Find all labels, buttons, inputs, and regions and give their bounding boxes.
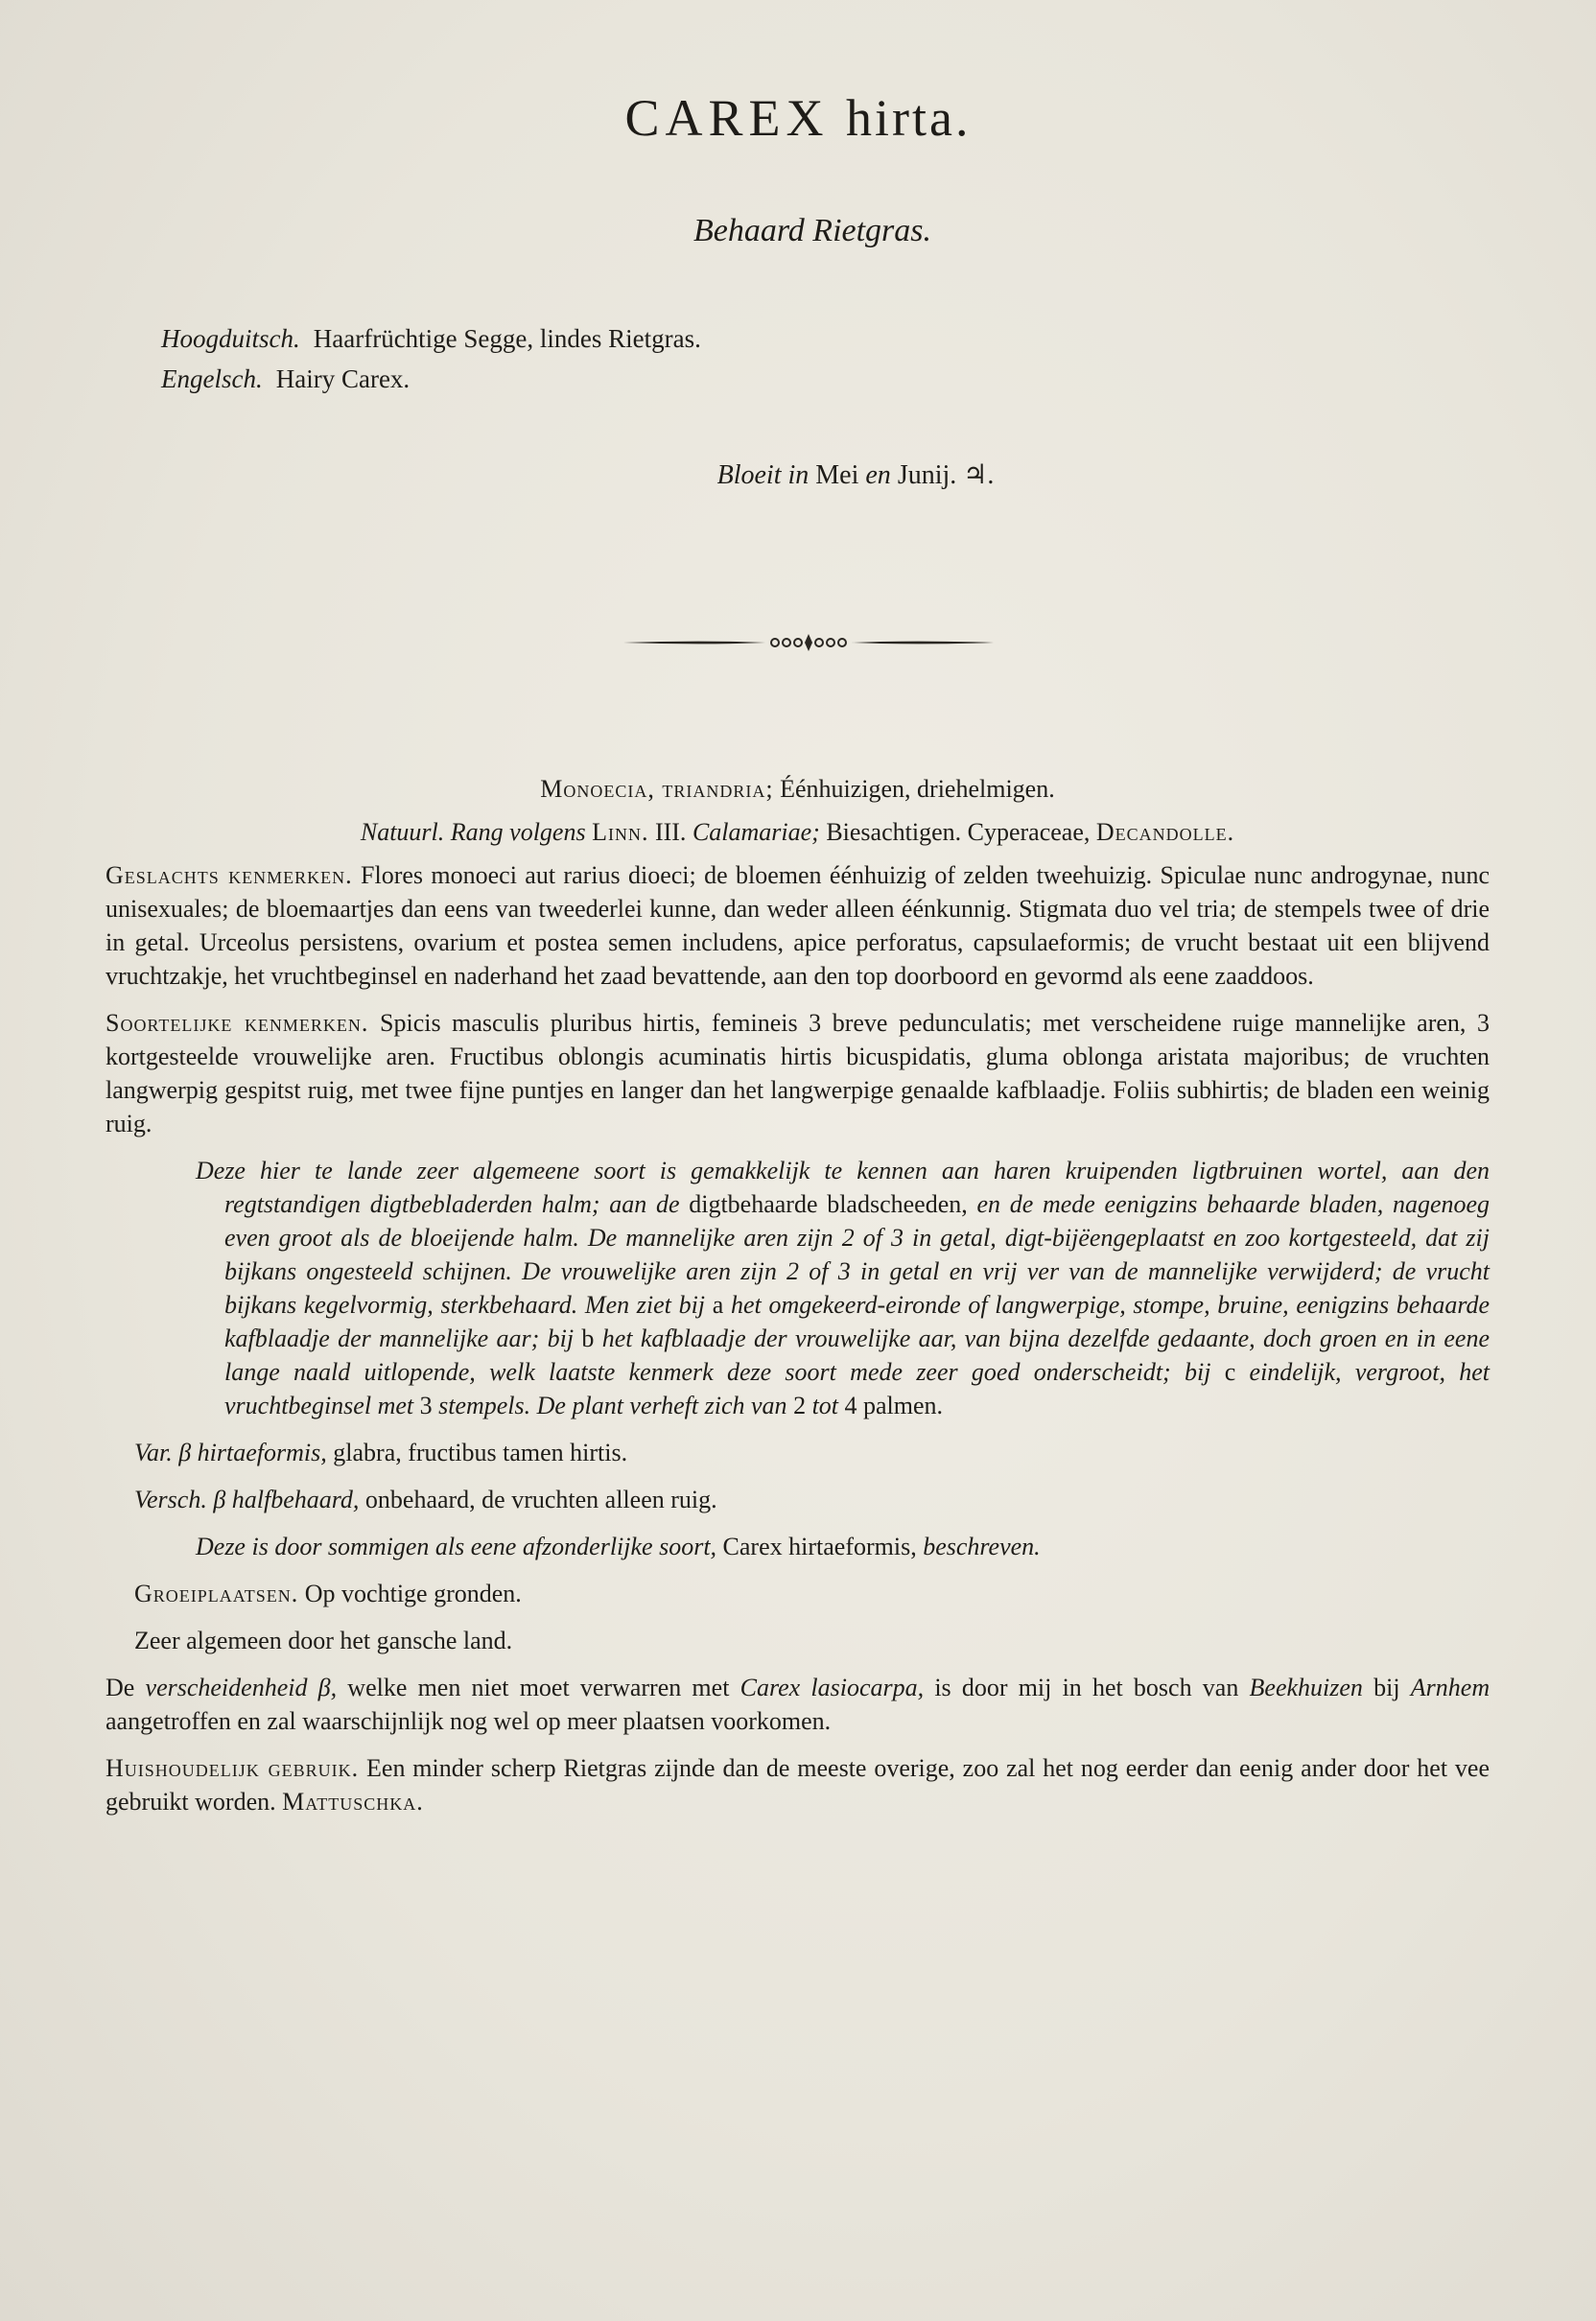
- variety-dutch: Versch. β halfbehaard, onbehaard, de vruchten alleen ruig.: [134, 1486, 717, 1513]
- name-english-value: Hairy Carex.: [275, 364, 411, 393]
- variety-note: Deze is door sommigen als eene afzonderlijke soort, Carex hirtaeformis, beschreven.: [196, 1533, 1041, 1560]
- page-title: [0, 88, 1596, 148]
- habitat: [106, 1577, 1490, 1610]
- variety-locality: De verscheidenheid β, welke men niet moet verwarren met Carex lasiocarpa, is door mij in het bosch van Beekhuizen bij Arnhem aangetroffen en zal waarschijnlijk nog wel op meer plaatsen voorkomen.: [106, 1674, 1490, 1735]
- economic-use: [106, 1751, 1490, 1818]
- species-characters-heading: Soortelijke kenmerken.: [106, 1009, 369, 1037]
- title-genus: CAREX: [624, 89, 830, 147]
- name-german-value: Haarfrüchtige Segge, lindes Rietgras.: [313, 324, 701, 353]
- bloom-en: en: [865, 460, 891, 490]
- main-text: [106, 772, 1490, 1832]
- habitat-text: Op vochtige gronden.: [304, 1580, 522, 1607]
- ornament-divider-icon: [622, 631, 996, 654]
- genus-characters-text: Flores monoeci aut rarius dioeci; de bloemen éénhuizig of zelden tweehuizig. Spiculae nunc androgynae, nunc unisexuales; de bloemaartjes dan eens van tweederlei kunne, dan weder alleen éénkunnig. Stigmata duo vel tria; de stempels twee of drie in getal. Urceolus persistens, ovarium et postea semen includens, apice perforatus, capsulaeformis; de vrucht bestaat uit een blijvend vruchtzakje, het vruchtbeginsel en naderhand het zaad bevattende, aan den top doorboord en gevormd als eene zaaddoos.: [106, 861, 1490, 990]
- economic-use-author: Mattuschka.: [282, 1788, 424, 1816]
- name-german-lang: Hoogduitsch.: [161, 324, 300, 353]
- bloom-month-may: Mei: [815, 460, 859, 490]
- genus-characters-heading: Geslachts kenmerken.: [106, 861, 353, 889]
- bloom-in: in: [787, 460, 810, 490]
- distribution: Zeer algemeen door het gansche land.: [134, 1627, 513, 1654]
- bloom-label: Bloeit: [716, 460, 782, 490]
- bloom-month-june: Junij.: [897, 460, 957, 490]
- name-english: [161, 359, 701, 399]
- species-characters-text: Spicis masculis pluribus hirtis, femineis 3 breve pedunculatis; met verscheidene ruige mannelijke aren, 3 kortgesteelde vrouwelijke aren. Fructibus oblongis acuminatis hirtis bicuspidatis, gluma oblonga aristata majoribus; de vruchten langwerpig gespitst ruig, met twee fijne puntjes en langer dan het langwerpige genaalde kafblaadje. Foliis subhirtis; de bladen een weinig ruig.: [106, 1009, 1490, 1137]
- bloom-line: [0, 458, 1596, 491]
- classification-line-2: Natuurl. Rang volgens Linn. III. Calamariae; Biesachtigen. Cyperaceae, Decandolle.: [360, 818, 1235, 846]
- title-species: hirta.: [846, 89, 972, 147]
- name-english-lang: Engelsch.: [161, 364, 263, 393]
- economic-use-text: Een minder scherp Rietgras zijnde dan de meeste overige, zoo zal het nog eerder dan eenig ander door het vee gebruikt worden.: [106, 1754, 1490, 1816]
- economic-use-heading: Huishoudelijk gebruik.: [106, 1754, 360, 1782]
- dutch-name: Behaard Rietgras.: [692, 213, 932, 248]
- habitat-heading: Groeiplaatsen.: [134, 1580, 299, 1607]
- perennial-symbol: ♃.: [963, 460, 995, 490]
- vernacular-names: [161, 318, 701, 399]
- variety-latin: Var. β hirtaeformis, glabra, fructibus tamen hirtis.: [134, 1439, 628, 1466]
- name-german: [161, 318, 701, 359]
- species-description: Deze hier te lande zeer algemeene soort is gemakkelijk te kennen aan haren kruipenden ligtbruinen wortel, aan den regtstandigen digtbebladerden halm; aan de digtbehaarde bladscheeden, en de mede eenigzins behaarde bladen, nagenoeg even groot als de bloeijende halm. De mannelijke aren zijn 2 of 3 in getal, digt-bijëengeplaatst en zoo kortgesteeld, dat zij bijkans ongesteeld schijnen. De vrouwelijke aren zijn 2 of 3 in getal en vrij ver van de mannelijke verwijderd; de vrucht bijkans kegelvormig, sterkbehaard. Men ziet bij a het omgekeerd-eironde of langwerpige, stompe, bruine, eenigzins behaarde kafblaadje der mannelijke aar; bij b het kafblaadje der vrouwelijke aar, van bijna dezelfde gedaante, doch groen en in eene lange naald uitlopende, welk laatste kenmerk deze soort mede zeer goed onderscheidt; bij c eindelijk, vergroot, het vruchtbeginsel met 3 stempels. De plant verheft zich van 2 tot 4 palmen.: [196, 1157, 1490, 1419]
- classification-line-1: Monoecia, triandria; Éénhuizigen, driehelmigen.: [540, 775, 1055, 803]
- genus-characters: [106, 858, 1490, 993]
- species-characters: [106, 1006, 1490, 1140]
